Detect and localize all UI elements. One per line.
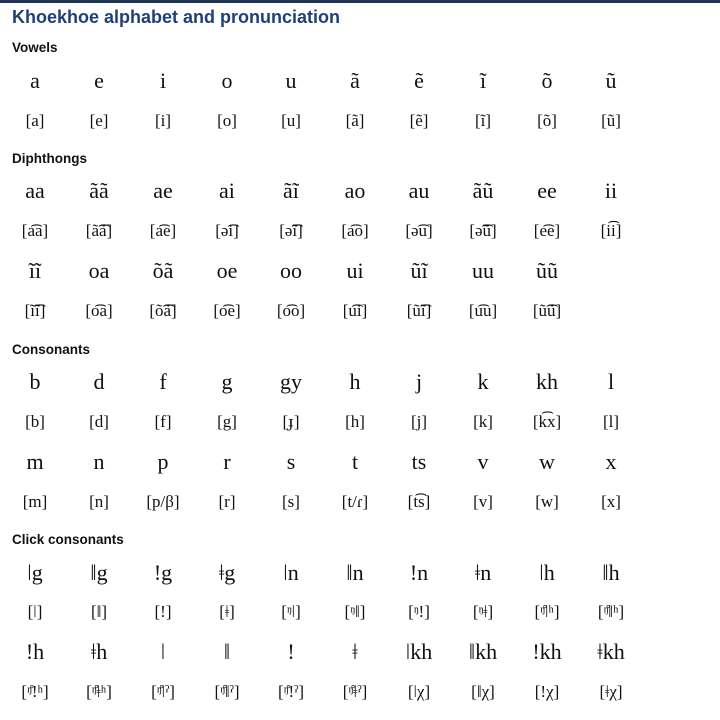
ipa-cell: [p/β] — [146, 492, 180, 511]
letter-cell: ! — [287, 639, 295, 664]
ipa-cell: [ǁχ] — [471, 682, 495, 701]
letter-cell: !n — [409, 560, 429, 585]
section-heading-diphthongs: Diphthongs — [12, 151, 87, 166]
ipa-cell: [k] — [473, 412, 493, 431]
letter-cell: a — [30, 68, 40, 93]
ipa-cell: [ǃχ] — [534, 682, 560, 701]
ipa-cell: [s] — [282, 492, 300, 511]
ipa-cell: [o] — [217, 111, 237, 130]
letter-cell: ui — [346, 258, 364, 283]
ipa-cell: [ᵑ̊ǁˀ] — [214, 682, 240, 701]
letter-cell: x — [605, 449, 617, 474]
letter-cell: ĩ — [479, 68, 487, 93]
letter-cell: ũĩ — [410, 258, 428, 283]
ipa-cell — [579, 298, 643, 324]
ipa-cell: [ᵑǁ] — [344, 602, 366, 621]
ipa-cell: [õ] — [537, 111, 557, 130]
letter-cell: k — [477, 369, 489, 394]
letter-cell: e — [94, 68, 104, 93]
ipa-cell: [ẽ] — [409, 111, 429, 130]
letter-cell: ǂh — [90, 639, 108, 664]
letter-cell: j — [415, 369, 423, 394]
ipa-cell: [t͡s] — [407, 492, 431, 511]
ipa-cell: [ǀχ] — [407, 682, 431, 701]
letter-cell: n — [93, 449, 105, 474]
letter-cell: ts — [411, 449, 427, 474]
letter-cell: ũ — [605, 68, 617, 93]
letter-cell: ǁh — [602, 560, 620, 585]
letter-cell: ǁkh — [468, 639, 498, 664]
diphthongs-ipa-row — [3, 218, 643, 244]
letter-cell: r — [223, 449, 231, 474]
letter-cell: m — [26, 449, 44, 474]
letter-cell: t — [351, 449, 359, 474]
ipa-cell: [ᵑǀ] — [281, 602, 301, 621]
clicks-ipa-row — [3, 679, 643, 705]
letter-cell: s — [286, 449, 296, 474]
vowels-ipa-row — [3, 108, 643, 134]
letter-cell: p — [157, 449, 169, 474]
ipa-cell: [j] — [410, 412, 428, 431]
ipa-cell: [ᵑ̊ǃʰ] — [21, 682, 49, 701]
consonants-ipa-row — [3, 409, 643, 435]
section-heading-vowels: Vowels — [12, 40, 58, 55]
letter-cell: i — [159, 68, 167, 93]
letter-cell: ǀg — [27, 560, 43, 585]
letter-cell: ǂn — [474, 560, 492, 585]
letter-cell: d — [93, 369, 105, 394]
ipa-cell: [i] — [154, 111, 172, 130]
letter-cell: ǁn — [346, 560, 364, 585]
ipa-cell: [ᵑǃ] — [408, 602, 430, 621]
letter-cell: oa — [88, 258, 110, 283]
ipa-cell: [ə̃͡ĩ] — [279, 221, 303, 240]
letter-cell: ĩĩ — [28, 258, 42, 283]
ipa-cell: [ĩ͡ĩ] — [24, 301, 46, 320]
letter-cell: aa — [25, 178, 45, 203]
ipa-cell: [h] — [345, 412, 365, 431]
letter-cell — [579, 258, 643, 284]
ipa-cell: [ĩ] — [474, 111, 492, 130]
ipa-cell: [a͡o] — [341, 221, 369, 240]
ipa-cell: [ã͡ã] — [85, 221, 113, 240]
letter-cell: ǂg — [218, 560, 236, 585]
letter-cell: kh — [536, 369, 558, 394]
letter-cell: h — [349, 369, 361, 394]
letter-cell: u — [285, 68, 297, 93]
ipa-cell: [o͡a] — [85, 301, 113, 320]
consonants-ipa-row — [3, 489, 643, 515]
letter-cell: w — [539, 449, 555, 474]
letter-cell: ii — [604, 178, 618, 203]
ipa-cell: [ũ͡ĩ] — [406, 301, 432, 320]
diphthongs-letters-row — [3, 178, 643, 204]
ipa-cell: [n] — [89, 492, 109, 511]
ipa-cell: [ᵑ̊ǂˀ] — [342, 682, 368, 701]
ipa-cell: [ᵑ̊ǁʰ] — [597, 602, 625, 621]
letter-cell: ũũ — [536, 258, 558, 283]
letter-cell: b — [29, 369, 41, 394]
letter-cell: o — [221, 68, 233, 93]
letter-cell: ǀ — [160, 639, 166, 664]
ipa-cell: [ᵑ̊ǀˀ] — [151, 682, 175, 701]
ipa-cell: [f] — [154, 412, 172, 431]
ipa-cell: [ᵑǂ] — [472, 602, 494, 621]
letter-cell: ǀh — [539, 560, 555, 585]
letter-cell: ãĩ — [283, 178, 299, 203]
ipa-cell: [ᵑ̊ǂʰ] — [86, 682, 112, 701]
ipa-cell: [ũ͡ũ] — [532, 301, 562, 320]
ipa-cell: [u] — [281, 111, 301, 130]
ipa-cell: [ǁ] — [90, 602, 108, 621]
consonants-letters-row — [3, 369, 643, 395]
ipa-cell: [ɟ] — [282, 412, 300, 431]
ipa-cell: [o͡o] — [276, 301, 306, 320]
ipa-cell: [ǃ] — [154, 602, 172, 621]
letter-cell: ǀn — [283, 560, 299, 585]
ipa-cell: [t/ɾ] — [341, 492, 369, 511]
letter-cell: au — [408, 178, 430, 203]
letter-cell: gy — [280, 369, 302, 394]
ipa-cell: [õ͡ã] — [149, 301, 177, 320]
letter-cell: ae — [153, 178, 173, 203]
clicks-letters-row — [3, 560, 643, 586]
clicks-letters-row — [3, 639, 643, 665]
ipa-cell: [ᵑ̊ǀʰ] — [534, 602, 560, 621]
letter-cell: ǀkh — [405, 639, 433, 664]
letter-cell: õ — [541, 68, 553, 93]
ipa-cell: [u͡u] — [468, 301, 498, 320]
ipa-cell: [e] — [89, 111, 109, 130]
ipa-cell: [ə͡i] — [215, 221, 239, 240]
ipa-cell: [m] — [22, 492, 48, 511]
consonants-letters-row — [3, 449, 643, 475]
clicks-ipa-row — [3, 599, 643, 625]
ipa-cell: [d] — [89, 412, 109, 431]
letter-cell: uu — [472, 258, 494, 283]
letter-cell: ǂ — [352, 639, 358, 664]
letter-cell: ai — [219, 178, 235, 203]
ipa-cell: [u͡i] — [342, 301, 368, 320]
ipa-cell: [w] — [535, 492, 559, 511]
ipa-cell: [i͡i] — [600, 221, 622, 240]
letter-cell: !g — [153, 560, 173, 585]
letter-cell: ẽ — [414, 68, 424, 93]
ipa-cell: [ǂ] — [219, 602, 235, 621]
letter-cell: ǁ — [223, 639, 231, 664]
ipa-cell: [ǂχ] — [599, 682, 623, 701]
ipa-cell: [a͡e] — [149, 221, 177, 240]
letter-cell: f — [159, 369, 167, 394]
letter-cell: !h — [25, 639, 45, 664]
letter-cell: ǂkh — [597, 639, 625, 664]
ipa-cell: [ũ] — [601, 111, 621, 130]
letter-cell: ãũ — [472, 178, 494, 203]
page-title: Khoekhoe alphabet and pronunciation — [12, 7, 341, 27]
ipa-cell: [e͡e] — [533, 221, 561, 240]
ipa-cell: [x] — [601, 492, 621, 511]
letter-cell: ee — [537, 178, 557, 203]
ipa-cell: [ə̃͡ũ] — [469, 221, 497, 240]
letter-cell: ã — [350, 68, 360, 93]
letter-cell: ãã — [89, 178, 109, 203]
section-heading-consonants: Consonants — [12, 342, 91, 357]
letter-cell: oe — [216, 258, 238, 283]
vowels-letters-row — [3, 68, 643, 94]
ipa-cell: [k͡x] — [532, 412, 562, 431]
ipa-cell: [ã] — [345, 111, 365, 130]
ipa-cell: [v] — [473, 492, 493, 511]
ipa-cell: [o͡e] — [213, 301, 241, 320]
letter-cell: l — [607, 369, 615, 394]
letter-cell: ao — [344, 178, 366, 203]
ipa-cell: [r] — [218, 492, 236, 511]
ipa-cell: [g] — [217, 412, 237, 431]
letter-cell: g — [221, 369, 233, 394]
ipa-cell: [ǀ] — [27, 602, 43, 621]
letter-cell: oo — [280, 258, 302, 283]
ipa-cell: [ᵑ̊ǃˀ] — [278, 682, 304, 701]
diphthongs-letters-row — [3, 258, 643, 284]
letter-cell: õã — [152, 258, 174, 283]
diphthongs-ipa-row — [3, 298, 643, 324]
letter-cell: !kh — [532, 639, 562, 664]
ipa-cell: [a͡a] — [21, 221, 49, 240]
ipa-cell: [ə͡u] — [405, 221, 433, 240]
ipa-cell: [b] — [25, 412, 45, 431]
letter-cell: v — [477, 449, 489, 474]
letter-cell: ǁg — [90, 560, 108, 585]
ipa-cell: [a] — [25, 111, 45, 130]
section-heading-click-consonants: Click consonants — [12, 532, 124, 547]
ipa-cell: [l] — [602, 412, 620, 431]
